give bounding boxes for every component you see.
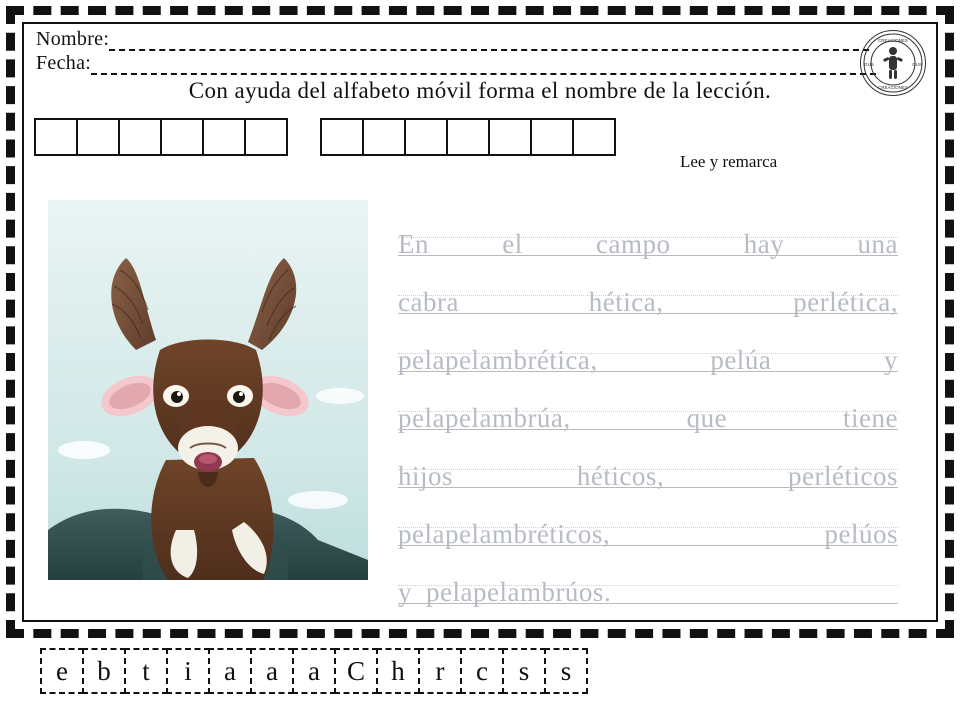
trace-word: una bbox=[857, 229, 898, 259]
alphabet-tile[interactable]: e bbox=[40, 648, 84, 694]
alphabet-tile[interactable]: i bbox=[166, 648, 210, 694]
alphabet-tile[interactable]: a bbox=[292, 648, 336, 694]
worksheet-content-box bbox=[22, 22, 938, 622]
section-label-lee-y-remarca: Lee y remarca bbox=[680, 152, 778, 171]
word-boxes-group-2 bbox=[320, 118, 614, 156]
trace-word: perléticos bbox=[788, 461, 898, 491]
trace-word: pelúos bbox=[824, 519, 898, 549]
letter-box[interactable] bbox=[362, 118, 406, 156]
trace-word: cabra bbox=[398, 287, 459, 317]
letter-box[interactable] bbox=[76, 118, 120, 156]
tracing-line-text[interactable] bbox=[398, 229, 898, 260]
alphabet-tile[interactable]: b bbox=[82, 648, 126, 694]
alphabet-tile[interactable]: a bbox=[208, 648, 252, 694]
tracing-line-text[interactable] bbox=[398, 403, 898, 434]
alphabet-tile[interactable]: s bbox=[544, 648, 588, 694]
tracing-line-text[interactable] bbox=[398, 287, 898, 318]
trace-word: pelapelambrúa, bbox=[398, 403, 571, 433]
letter-box[interactable] bbox=[160, 118, 204, 156]
fecha-field-row bbox=[36, 52, 876, 75]
fecha-input-line[interactable] bbox=[91, 59, 876, 75]
tracing-line bbox=[398, 384, 898, 442]
trace-word: pelapelambrética, bbox=[398, 345, 598, 375]
alphabet-tile[interactable]: s bbox=[502, 648, 546, 694]
tracing-line-text[interactable] bbox=[398, 461, 898, 492]
tracing-line-text[interactable] bbox=[398, 577, 898, 608]
nombre-field-row bbox=[36, 28, 869, 51]
letter-box[interactable] bbox=[244, 118, 288, 156]
trace-word: tiene bbox=[843, 403, 898, 433]
tracing-line bbox=[398, 210, 898, 268]
tracing-line bbox=[398, 326, 898, 384]
tracing-line bbox=[398, 500, 898, 558]
trace-word: el bbox=[502, 229, 523, 259]
word-boxes-group-1 bbox=[34, 118, 286, 156]
alphabet-tile[interactable]: C bbox=[334, 648, 378, 694]
letter-box[interactable] bbox=[404, 118, 448, 156]
trace-word: pelapelambréticos, bbox=[398, 519, 611, 549]
word-boxes-row bbox=[24, 118, 936, 158]
trace-word: héticos, bbox=[576, 461, 665, 491]
trace-word: y bbox=[398, 577, 412, 607]
svg-text:CREACIONES: CREACIONES bbox=[878, 38, 908, 43]
trace-word: hética, bbox=[588, 287, 664, 317]
svg-text:GUS: GUS bbox=[864, 62, 874, 67]
letter-box[interactable] bbox=[202, 118, 246, 156]
letter-box[interactable] bbox=[118, 118, 162, 156]
svg-text:GUS: GUS bbox=[912, 62, 922, 67]
trace-word: pelapelambrúos. bbox=[426, 577, 612, 607]
trace-word: que bbox=[686, 403, 728, 433]
alphabet-tile[interactable]: t bbox=[124, 648, 168, 694]
goat-plasticine-illustration bbox=[48, 200, 368, 580]
trace-word: pelúa bbox=[710, 345, 772, 375]
alphabet-tile[interactable]: h bbox=[376, 648, 420, 694]
nombre-label: Nombre: bbox=[36, 28, 110, 50]
alphabet-tile[interactable]: c bbox=[460, 648, 504, 694]
trace-word: y bbox=[884, 345, 898, 375]
tracing-line bbox=[398, 442, 898, 500]
instruction-text: Con ayuda del alfabeto móvil forma el nombre de la lección. bbox=[188, 78, 772, 103]
tracing-line bbox=[398, 558, 898, 616]
trace-word: perlética, bbox=[793, 287, 898, 317]
trace-word: campo bbox=[596, 229, 671, 259]
letter-box[interactable] bbox=[488, 118, 532, 156]
trace-word: En bbox=[398, 229, 429, 259]
nombre-input-line[interactable] bbox=[109, 35, 869, 51]
tracing-line-text[interactable] bbox=[398, 345, 898, 376]
letter-box[interactable] bbox=[320, 118, 364, 156]
tracing-line-text[interactable] bbox=[398, 519, 898, 550]
trace-word: hijos bbox=[398, 461, 454, 491]
fecha-label: Fecha: bbox=[36, 52, 92, 74]
alphabet-tile[interactable]: r bbox=[418, 648, 462, 694]
movable-alphabet-strip bbox=[40, 648, 586, 694]
tracing-text-block bbox=[398, 210, 898, 616]
letter-box[interactable] bbox=[34, 118, 78, 156]
letter-box[interactable] bbox=[446, 118, 490, 156]
svg-text:CREACIONES: CREACIONES bbox=[878, 85, 908, 90]
letter-box[interactable] bbox=[572, 118, 616, 156]
tracing-line bbox=[398, 268, 898, 326]
trace-word: hay bbox=[743, 229, 785, 259]
letter-box[interactable] bbox=[530, 118, 574, 156]
alphabet-tile[interactable]: a bbox=[250, 648, 294, 694]
